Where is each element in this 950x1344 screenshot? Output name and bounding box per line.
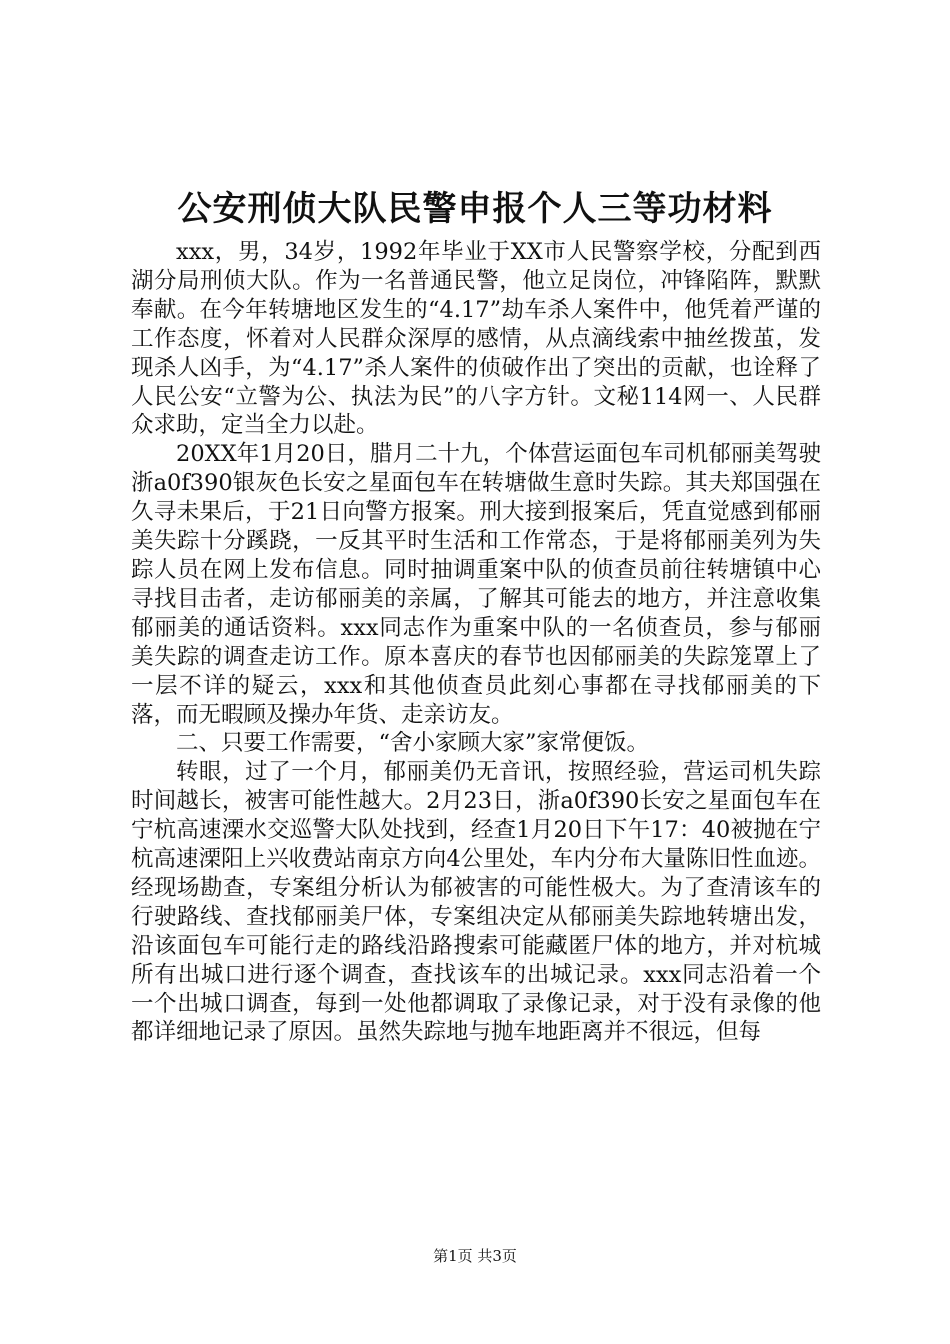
document-body bbox=[131, 238, 821, 1047]
page-footer: 第1页 共3页 bbox=[433, 1247, 517, 1265]
paragraph-case-report: 20XX年1月20日，腊月二十九，个体营运面包车司机郁丽美驾驶浙a0f390银灰色长安之星面包车在转塘做生意时失踪。其夫郑国强在久寻未果后，于21日向警方报案。刑大接到报案后，凭直觉感到郁丽美失踪十分蹊跷，一反其平时生活和工作常态，于是将郁丽美列为失踪人员在网上发布信息。同时抽调重案中队的侦查员前往转塘镇中心寻找目击者，走访郁丽美的亲属，了解其可能去的地方，并注意收集郁丽美的通话资料。xxx同志作为重案中队的一名侦查员，参与郁丽美失踪的调查走访工作。原本喜庆的春节也因郁丽美的失踪笼罩上了一层不详的疑云，xxx和其他侦查员此刻心事都在寻找郁丽美的下落，而无暇顾及操办年货、走亲访友。 bbox=[131, 441, 821, 728]
paragraph-section-heading: 二、只要工作需要，“舍小家顾大家”家常便饭。 bbox=[176, 730, 650, 757]
paragraph-investigation: 转眼，过了一个月，郁丽美仍无音讯，按照经验，营运司机失踪时间越长，被害可能性越大。2月23日，浙a0f390长安之星面包车在宁杭高速溧水交巡警大队处找到，经查1月20日下午17：40被抛在宁杭高速溧阳上兴收费站南京方向4公里处，车内分布大量陈旧性血迹。经现场勘查，专案组分析认为郁被害的可能性极大。为了查清该车的行驶路线、查找郁丽美尸体，专案组决定从郁丽美失踪地转塘出发，沿该面包车可能行走的路线沿路搜索可能藏匿尸体的地方，并对杭城所有出城口进行逐个调查，查找该车的出城记录。xxx同志沿着一个一个出城口调查，每到一处他都调取了录像记录，对于没有录像的他都详细地记录了原因。虽然失踪地与抛车地距离并不很远，但每 bbox=[131, 759, 821, 1046]
paragraph-intro: xxx，男，34岁，1992年毕业于XX市人民警察学校，分配到西湖分局刑侦大队。作为一名普通民警，他立足岗位，冲锋陷阵，默默奉献。在今年转塘地区发生的“4.17”劫车杀人案件中，他凭着严谨的工作态度，怀着对人民群众深厚的感情，从点滴线索中抽丝拨茧，发现杀人凶手，为“4.17”杀人案件的侦破作出了突出的贡献，也诠释了人民公安“立警为公、执法为民”的八字方针。文秘114网一、人民群众求助，定当全力以赴。 bbox=[131, 239, 821, 439]
document-title: 公安刑侦大队民警申报个人三等功材料 bbox=[177, 189, 773, 229]
